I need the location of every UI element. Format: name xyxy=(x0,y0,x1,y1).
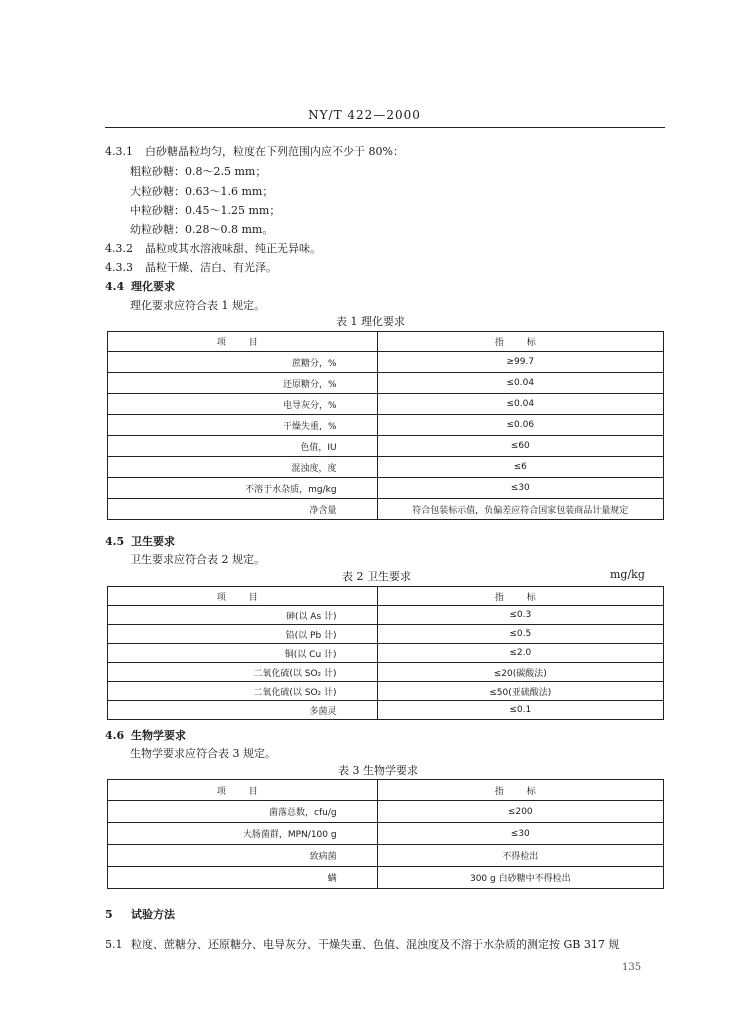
row-item: 多菌灵 xyxy=(108,701,378,720)
section-4-3-2 xyxy=(105,240,321,256)
section-4-4-text: 理化要求应符合表 1 规定。 xyxy=(130,299,265,312)
row-item: 菌落总数，cfu/g xyxy=(108,801,378,823)
row-item: 二氧化硫(以 SO₂ 计) xyxy=(108,682,378,701)
column-header-item: 项 目 xyxy=(108,587,378,606)
table-1 xyxy=(107,331,664,520)
row-item: 色值，IU xyxy=(108,436,378,457)
row-value: ≤50(亚硫酸法) xyxy=(377,682,663,701)
header-rule xyxy=(105,127,665,128)
row-value: ≤0.04 xyxy=(377,373,663,394)
row-item: 蔗糖分，% xyxy=(108,352,378,373)
column-header-value: 指 标 xyxy=(377,587,663,606)
column-header-value: 指 标 xyxy=(377,332,663,352)
table-row xyxy=(108,436,664,457)
row-value: ≤0.06 xyxy=(377,415,663,436)
section-number: 4.3.1 xyxy=(105,145,133,158)
row-value: ≤30 xyxy=(377,478,663,499)
row-value: 不得检出 xyxy=(377,845,663,867)
row-item: 砷(以 As 计) xyxy=(108,606,378,625)
section-number: 4.5 xyxy=(105,535,125,548)
section-4-3-3 xyxy=(105,259,277,275)
section-title: 试验方法 xyxy=(131,908,175,921)
row-item: 还原糖分，% xyxy=(108,373,378,394)
row-value: ≤0.1 xyxy=(377,701,663,720)
table-row xyxy=(108,644,664,663)
table-row xyxy=(108,478,664,499)
section-number: 4.3.3 xyxy=(105,261,133,274)
table-3-caption: 表 3 生物学要求 xyxy=(338,764,418,777)
table-row xyxy=(108,663,664,682)
column-header-value: 指 标 xyxy=(377,780,663,801)
table-row xyxy=(108,823,664,845)
section-title: 生物学要求 xyxy=(131,729,186,742)
row-item: 混浊度，度 xyxy=(108,457,378,478)
row-item: 二氧化硫(以 SO₂ 计) xyxy=(108,663,378,682)
section-5-1 xyxy=(105,936,619,952)
grain-size-item: 幼粒砂糖：0.28～0.8 mm。 xyxy=(130,223,274,236)
row-item: 铜(以 Cu 计) xyxy=(108,644,378,663)
section-text: 粒度、蔗糖分、还原糖分、电导灰分、干燥失重、色值、混浊度及不溶于水杂质的测定按 GB 317 规 xyxy=(131,938,620,951)
table-row xyxy=(108,352,664,373)
section-4-5-text: 卫生要求应符合表 2 规定。 xyxy=(130,553,265,566)
section-4-6-heading xyxy=(105,727,186,743)
grain-size-item: 中粒砂糖：0.45～1.25 mm； xyxy=(130,204,281,217)
section-text: 晶粒或其水溶液味甜、纯正无异味。 xyxy=(145,242,321,255)
table-2-unit: mg/kg xyxy=(610,568,645,581)
table-1-caption: 表 1 理化要求 xyxy=(336,315,405,328)
row-value: ≥99.7 xyxy=(377,352,663,373)
row-value: ≤200 xyxy=(377,801,663,823)
page-number: 135 xyxy=(622,962,642,973)
table-row xyxy=(108,801,664,823)
row-value: ≤0.5 xyxy=(377,625,663,644)
table-row xyxy=(108,682,664,701)
table-row xyxy=(108,457,664,478)
row-item: 致病菌 xyxy=(108,845,378,867)
table-2 xyxy=(107,586,664,720)
row-value: ≤2.0 xyxy=(377,644,663,663)
row-value: ≤60 xyxy=(377,436,663,457)
row-value: ≤0.3 xyxy=(377,606,663,625)
table-row xyxy=(108,499,664,520)
table-2-caption: 表 2 卫生要求 xyxy=(342,570,411,583)
table-header-row xyxy=(108,780,664,801)
table-row xyxy=(108,845,664,867)
section-number: 5 xyxy=(105,908,113,921)
table-row xyxy=(108,867,664,889)
section-title: 卫生要求 xyxy=(131,535,175,548)
table-header-row xyxy=(108,332,664,352)
table-header-row xyxy=(108,587,664,606)
row-item: 不溶于水杂质，mg/kg xyxy=(108,478,378,499)
table-row xyxy=(108,394,664,415)
grain-size-item: 大粒砂糖：0.63～1.6 mm； xyxy=(130,185,274,198)
section-5-heading xyxy=(105,906,175,922)
table-row xyxy=(108,373,664,394)
row-item: 净含量 xyxy=(108,499,378,520)
row-value: ≤6 xyxy=(377,457,663,478)
column-header-item: 项 目 xyxy=(108,780,378,801)
grain-size-item: 粗粒砂糖：0.8～2.5 mm； xyxy=(130,165,267,178)
page-header: NY/T 422—2000 xyxy=(308,108,421,122)
section-text: 白砂糖晶粒均匀，粒度在下列范围内应不少于 80%： xyxy=(145,145,404,158)
table-row xyxy=(108,606,664,625)
section-text: 晶粒干燥、洁白、有光泽。 xyxy=(145,261,277,274)
section-title: 理化要求 xyxy=(131,280,175,293)
table-3 xyxy=(107,779,664,889)
section-number: 4.3.2 xyxy=(105,242,133,255)
section-number: 4.6 xyxy=(105,729,125,742)
section-number: 4.4 xyxy=(105,280,125,293)
row-value: 300 g 白砂糖中不得检出 xyxy=(377,867,663,889)
row-value: ≤0.04 xyxy=(377,394,663,415)
row-value: ≤30 xyxy=(377,823,663,845)
section-4-3-1 xyxy=(105,143,404,159)
section-4-5-heading xyxy=(105,533,175,549)
row-item: 铅(以 Pb 计) xyxy=(108,625,378,644)
table-row xyxy=(108,701,664,720)
column-header-item: 项 目 xyxy=(108,332,378,352)
row-value: 符合包装标示值，负偏差应符合国家包装商品计量规定 xyxy=(377,499,663,520)
row-item: 螨 xyxy=(108,867,378,889)
table-row xyxy=(108,415,664,436)
section-4-6-text: 生物学要求应符合表 3 规定。 xyxy=(130,747,276,760)
section-4-4-heading xyxy=(105,278,175,294)
table-row xyxy=(108,625,664,644)
row-item: 电导灰分，% xyxy=(108,394,378,415)
row-item: 大肠菌群，MPN/100 g xyxy=(108,823,378,845)
row-value: ≤20(碳酸法) xyxy=(377,663,663,682)
section-number: 5.1 xyxy=(105,938,123,951)
row-item: 干燥失重，% xyxy=(108,415,378,436)
